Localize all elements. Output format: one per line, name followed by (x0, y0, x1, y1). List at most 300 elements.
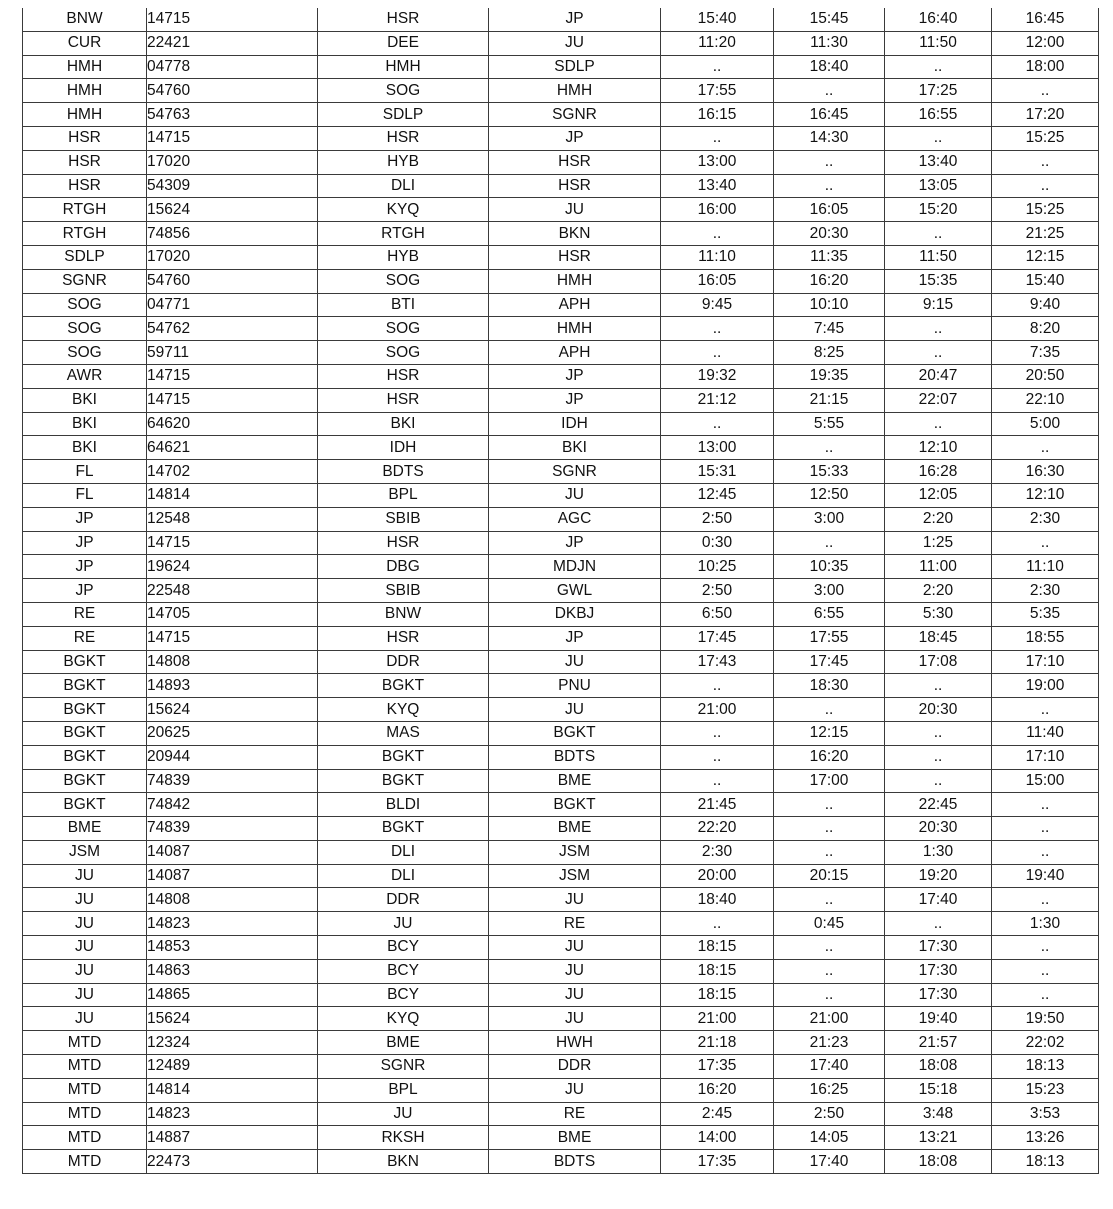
from-station-cell: MAS (318, 721, 489, 745)
return-arrival-time-cell: .. (885, 769, 992, 793)
arrival-time-cell: 15:40 (661, 8, 774, 31)
station-cell: MTD (23, 1031, 147, 1055)
station-cell: JU (23, 983, 147, 1007)
return-arrival-time-cell: 22:45 (885, 793, 992, 817)
return-arrival-time-cell: 13:05 (885, 174, 992, 198)
departure-time-cell: 12:15 (774, 721, 885, 745)
table-row (23, 674, 1099, 698)
station-cell: RE (23, 626, 147, 650)
to-station-cell: JU (489, 483, 661, 507)
return-arrival-time-cell: 15:18 (885, 1078, 992, 1102)
departure-time-cell: 10:10 (774, 293, 885, 317)
return-departure-time-cell: .. (992, 817, 1099, 841)
return-arrival-time-cell: .. (885, 412, 992, 436)
from-station-cell: HMH (318, 55, 489, 79)
table-row (23, 436, 1099, 460)
to-station-cell: JU (489, 650, 661, 674)
to-station-cell: BME (489, 817, 661, 841)
return-arrival-time-cell: 19:20 (885, 864, 992, 888)
station-cell: MTD (23, 1102, 147, 1126)
from-station-cell: DDR (318, 650, 489, 674)
arrival-time-cell: 17:43 (661, 650, 774, 674)
to-station-cell: BKN (489, 222, 661, 246)
table-row (23, 936, 1099, 960)
departure-time-cell: .. (774, 79, 885, 103)
to-station-cell: JU (489, 959, 661, 983)
to-station-cell: MDJN (489, 555, 661, 579)
table-row (23, 1007, 1099, 1031)
departure-time-cell: 20:15 (774, 864, 885, 888)
station-cell: BGKT (23, 769, 147, 793)
arrival-time-cell: 17:35 (661, 1055, 774, 1079)
table-row (23, 959, 1099, 983)
return-departure-time-cell: 7:35 (992, 341, 1099, 365)
train-number-cell: 22473 (147, 1150, 318, 1174)
from-station-cell: RTGH (318, 222, 489, 246)
train-number-cell: 14715 (147, 8, 318, 31)
return-arrival-time-cell: 18:08 (885, 1055, 992, 1079)
to-station-cell: HSR (489, 150, 661, 174)
from-station-cell: BNW (318, 602, 489, 626)
from-station-cell: HYB (318, 150, 489, 174)
table-row (23, 983, 1099, 1007)
return-departure-time-cell: 22:02 (992, 1031, 1099, 1055)
train-number-cell: 14087 (147, 840, 318, 864)
to-station-cell: JU (489, 888, 661, 912)
station-cell: BGKT (23, 745, 147, 769)
return-arrival-time-cell: 2:20 (885, 579, 992, 603)
return-arrival-time-cell: 13:21 (885, 1126, 992, 1150)
table-row (23, 745, 1099, 769)
return-arrival-time-cell: 17:40 (885, 888, 992, 912)
table-row (23, 174, 1099, 198)
train-number-cell: 12489 (147, 1055, 318, 1079)
train-number-cell: 15624 (147, 1007, 318, 1031)
arrival-time-cell: .. (661, 317, 774, 341)
departure-time-cell: 2:50 (774, 1102, 885, 1126)
train-number-cell: 04778 (147, 55, 318, 79)
table-row (23, 507, 1099, 531)
to-station-cell: BME (489, 769, 661, 793)
from-station-cell: BGKT (318, 745, 489, 769)
from-station-cell: HSR (318, 8, 489, 31)
arrival-time-cell: .. (661, 55, 774, 79)
from-station-cell: SBIB (318, 507, 489, 531)
to-station-cell: BKI (489, 436, 661, 460)
to-station-cell: HMH (489, 79, 661, 103)
table-row (23, 483, 1099, 507)
train-number-cell: 19624 (147, 555, 318, 579)
return-departure-time-cell: 8:20 (992, 317, 1099, 341)
train-timetable (22, 8, 1099, 1174)
from-station-cell: DDR (318, 888, 489, 912)
departure-time-cell: .. (774, 888, 885, 912)
train-number-cell: 14853 (147, 936, 318, 960)
from-station-cell: BKI (318, 412, 489, 436)
table-row (23, 602, 1099, 626)
from-station-cell: HSR (318, 126, 489, 150)
arrival-time-cell: 21:45 (661, 793, 774, 817)
arrival-time-cell: .. (661, 412, 774, 436)
from-station-cell: BGKT (318, 817, 489, 841)
from-station-cell: SOG (318, 79, 489, 103)
from-station-cell: HSR (318, 388, 489, 412)
table-row (23, 55, 1099, 79)
return-departure-time-cell: 15:00 (992, 769, 1099, 793)
to-station-cell: JP (489, 364, 661, 388)
station-cell: JU (23, 1007, 147, 1031)
departure-time-cell: 10:35 (774, 555, 885, 579)
return-arrival-time-cell: 17:30 (885, 936, 992, 960)
station-cell: HMH (23, 55, 147, 79)
station-cell: SOG (23, 341, 147, 365)
table-row (23, 79, 1099, 103)
train-number-cell: 15624 (147, 698, 318, 722)
departure-time-cell: 17:45 (774, 650, 885, 674)
departure-time-cell: 21:15 (774, 388, 885, 412)
departure-time-cell: 3:00 (774, 507, 885, 531)
departure-time-cell: 17:40 (774, 1150, 885, 1174)
return-arrival-time-cell: .. (885, 222, 992, 246)
table-row (23, 888, 1099, 912)
return-arrival-time-cell: 11:00 (885, 555, 992, 579)
to-station-cell: DKBJ (489, 602, 661, 626)
return-arrival-time-cell: 20:30 (885, 817, 992, 841)
table-row (23, 198, 1099, 222)
return-departure-time-cell: 11:10 (992, 555, 1099, 579)
station-cell: AWR (23, 364, 147, 388)
station-cell: BKI (23, 436, 147, 460)
table-row (23, 341, 1099, 365)
departure-time-cell: .. (774, 531, 885, 555)
return-departure-time-cell: 12:15 (992, 245, 1099, 269)
from-station-cell: HSR (318, 626, 489, 650)
from-station-cell: SGNR (318, 1055, 489, 1079)
train-number-cell: 20625 (147, 721, 318, 745)
return-arrival-time-cell: 18:45 (885, 626, 992, 650)
table-row (23, 626, 1099, 650)
return-departure-time-cell: .. (992, 79, 1099, 103)
return-arrival-time-cell: 1:25 (885, 531, 992, 555)
table-row (23, 698, 1099, 722)
from-station-cell: BLDI (318, 793, 489, 817)
table-row (23, 1126, 1099, 1150)
return-arrival-time-cell: 12:10 (885, 436, 992, 460)
return-arrival-time-cell: 16:55 (885, 103, 992, 127)
return-arrival-time-cell: 16:40 (885, 8, 992, 31)
station-cell: JU (23, 936, 147, 960)
table-row (23, 579, 1099, 603)
from-station-cell: JU (318, 912, 489, 936)
station-cell: BGKT (23, 793, 147, 817)
to-station-cell: JU (489, 198, 661, 222)
departure-time-cell: .. (774, 840, 885, 864)
arrival-time-cell: 17:45 (661, 626, 774, 650)
departure-time-cell: 6:55 (774, 602, 885, 626)
return-arrival-time-cell: 22:07 (885, 388, 992, 412)
return-arrival-time-cell: 9:15 (885, 293, 992, 317)
to-station-cell: SDLP (489, 55, 661, 79)
station-cell: SOG (23, 293, 147, 317)
to-station-cell: RE (489, 912, 661, 936)
return-arrival-time-cell: 15:20 (885, 198, 992, 222)
table-row (23, 293, 1099, 317)
return-arrival-time-cell: .. (885, 721, 992, 745)
departure-time-cell: 11:35 (774, 245, 885, 269)
return-departure-time-cell: .. (992, 840, 1099, 864)
train-number-cell: 14715 (147, 126, 318, 150)
to-station-cell: HSR (489, 245, 661, 269)
departure-time-cell: 16:25 (774, 1078, 885, 1102)
arrival-time-cell: .. (661, 721, 774, 745)
to-station-cell: HWH (489, 1031, 661, 1055)
to-station-cell: BGKT (489, 793, 661, 817)
station-cell: MTD (23, 1078, 147, 1102)
return-departure-time-cell: 17:10 (992, 745, 1099, 769)
return-departure-time-cell: .. (992, 936, 1099, 960)
departure-time-cell: 12:50 (774, 483, 885, 507)
to-station-cell: APH (489, 341, 661, 365)
train-number-cell: 14823 (147, 912, 318, 936)
departure-time-cell: 17:55 (774, 626, 885, 650)
to-station-cell: JP (489, 626, 661, 650)
return-departure-time-cell: 22:10 (992, 388, 1099, 412)
train-number-cell: 22548 (147, 579, 318, 603)
departure-time-cell: 15:33 (774, 460, 885, 484)
train-number-cell: 14887 (147, 1126, 318, 1150)
table-row (23, 1150, 1099, 1174)
departure-time-cell: 20:30 (774, 222, 885, 246)
from-station-cell: BPL (318, 1078, 489, 1102)
arrival-time-cell: 13:00 (661, 150, 774, 174)
station-cell: BGKT (23, 698, 147, 722)
arrival-time-cell: 18:15 (661, 936, 774, 960)
to-station-cell: APH (489, 293, 661, 317)
table-row (23, 388, 1099, 412)
arrival-time-cell: 16:20 (661, 1078, 774, 1102)
train-number-cell: 14893 (147, 674, 318, 698)
departure-time-cell: 8:25 (774, 341, 885, 365)
table-row (23, 912, 1099, 936)
arrival-time-cell: 18:15 (661, 983, 774, 1007)
departure-time-cell: 16:20 (774, 745, 885, 769)
to-station-cell: JU (489, 31, 661, 55)
arrival-time-cell: 10:25 (661, 555, 774, 579)
return-departure-time-cell: .. (992, 150, 1099, 174)
from-station-cell: HSR (318, 531, 489, 555)
table-row (23, 840, 1099, 864)
train-number-cell: 14865 (147, 983, 318, 1007)
arrival-time-cell: 16:05 (661, 269, 774, 293)
to-station-cell: BME (489, 1126, 661, 1150)
return-departure-time-cell: 2:30 (992, 507, 1099, 531)
from-station-cell: BCY (318, 959, 489, 983)
from-station-cell: BGKT (318, 674, 489, 698)
return-departure-time-cell: 11:40 (992, 721, 1099, 745)
return-arrival-time-cell: 12:05 (885, 483, 992, 507)
station-cell: BKI (23, 412, 147, 436)
return-departure-time-cell: 5:35 (992, 602, 1099, 626)
station-cell: BGKT (23, 674, 147, 698)
departure-time-cell: 17:40 (774, 1055, 885, 1079)
departure-time-cell: .. (774, 436, 885, 460)
table-row (23, 103, 1099, 127)
arrival-time-cell: 2:45 (661, 1102, 774, 1126)
return-departure-time-cell: 18:13 (992, 1150, 1099, 1174)
departure-time-cell: 16:05 (774, 198, 885, 222)
from-station-cell: BPL (318, 483, 489, 507)
return-arrival-time-cell: 11:50 (885, 245, 992, 269)
to-station-cell: JP (489, 126, 661, 150)
to-station-cell: JU (489, 1007, 661, 1031)
station-cell: RTGH (23, 222, 147, 246)
departure-time-cell: 3:00 (774, 579, 885, 603)
station-cell: BGKT (23, 721, 147, 745)
from-station-cell: SOG (318, 269, 489, 293)
departure-time-cell: 7:45 (774, 317, 885, 341)
from-station-cell: SOG (318, 317, 489, 341)
table-row (23, 245, 1099, 269)
train-number-cell: 14808 (147, 888, 318, 912)
train-number-cell: 17020 (147, 150, 318, 174)
return-departure-time-cell: 5:00 (992, 412, 1099, 436)
departure-time-cell: 5:55 (774, 412, 885, 436)
station-cell: HMH (23, 79, 147, 103)
table-row (23, 222, 1099, 246)
from-station-cell: BCY (318, 983, 489, 1007)
departure-time-cell: 11:30 (774, 31, 885, 55)
train-number-cell: 14715 (147, 531, 318, 555)
arrival-time-cell: 11:20 (661, 31, 774, 55)
return-departure-time-cell: .. (992, 531, 1099, 555)
return-departure-time-cell: 17:10 (992, 650, 1099, 674)
train-number-cell: 14702 (147, 460, 318, 484)
from-station-cell: HYB (318, 245, 489, 269)
table-row (23, 650, 1099, 674)
return-arrival-time-cell: 5:30 (885, 602, 992, 626)
station-cell: JP (23, 507, 147, 531)
train-number-cell: 54309 (147, 174, 318, 198)
return-departure-time-cell: 21:25 (992, 222, 1099, 246)
return-arrival-time-cell: .. (885, 55, 992, 79)
return-arrival-time-cell: 11:50 (885, 31, 992, 55)
station-cell: SDLP (23, 245, 147, 269)
return-departure-time-cell: 16:30 (992, 460, 1099, 484)
table-row (23, 1031, 1099, 1055)
station-cell: JU (23, 888, 147, 912)
table-row (23, 31, 1099, 55)
train-number-cell: 14087 (147, 864, 318, 888)
table-row (23, 150, 1099, 174)
to-station-cell: SGNR (489, 103, 661, 127)
return-arrival-time-cell: 3:48 (885, 1102, 992, 1126)
departure-time-cell: 19:35 (774, 364, 885, 388)
arrival-time-cell: 20:00 (661, 864, 774, 888)
return-departure-time-cell: 16:45 (992, 8, 1099, 31)
arrival-time-cell: 0:30 (661, 531, 774, 555)
return-departure-time-cell: 19:40 (992, 864, 1099, 888)
station-cell: MTD (23, 1150, 147, 1174)
to-station-cell: RE (489, 1102, 661, 1126)
arrival-time-cell: 2:50 (661, 579, 774, 603)
return-departure-time-cell: 18:55 (992, 626, 1099, 650)
station-cell: BME (23, 817, 147, 841)
return-departure-time-cell: 15:23 (992, 1078, 1099, 1102)
return-arrival-time-cell: 17:25 (885, 79, 992, 103)
train-number-cell: 74856 (147, 222, 318, 246)
return-departure-time-cell: .. (992, 436, 1099, 460)
train-number-cell: 14715 (147, 388, 318, 412)
table-row (23, 864, 1099, 888)
table-row (23, 1102, 1099, 1126)
return-departure-time-cell: 3:53 (992, 1102, 1099, 1126)
arrival-time-cell: 14:00 (661, 1126, 774, 1150)
table-row (23, 721, 1099, 745)
train-number-cell: 17020 (147, 245, 318, 269)
arrival-time-cell: 13:40 (661, 174, 774, 198)
station-cell: HMH (23, 103, 147, 127)
train-number-cell: 12324 (147, 1031, 318, 1055)
train-number-cell: 54763 (147, 103, 318, 127)
return-departure-time-cell: 17:20 (992, 103, 1099, 127)
train-number-cell: 14715 (147, 364, 318, 388)
departure-time-cell: 16:20 (774, 269, 885, 293)
arrival-time-cell: 18:15 (661, 959, 774, 983)
to-station-cell: AGC (489, 507, 661, 531)
arrival-time-cell: 21:00 (661, 1007, 774, 1031)
station-cell: CUR (23, 31, 147, 55)
arrival-time-cell: 16:15 (661, 103, 774, 127)
return-departure-time-cell: .. (992, 888, 1099, 912)
return-departure-time-cell: .. (992, 959, 1099, 983)
to-station-cell: HSR (489, 174, 661, 198)
station-cell: HSR (23, 150, 147, 174)
return-arrival-time-cell: 13:40 (885, 150, 992, 174)
station-cell: JU (23, 912, 147, 936)
to-station-cell: JU (489, 936, 661, 960)
station-cell: RE (23, 602, 147, 626)
departure-time-cell: 17:00 (774, 769, 885, 793)
return-arrival-time-cell: 17:08 (885, 650, 992, 674)
departure-time-cell: .. (774, 698, 885, 722)
station-cell: JP (23, 555, 147, 579)
from-station-cell: KYQ (318, 198, 489, 222)
arrival-time-cell: 21:12 (661, 388, 774, 412)
return-departure-time-cell: 18:13 (992, 1055, 1099, 1079)
to-station-cell: JSM (489, 840, 661, 864)
table-row (23, 555, 1099, 579)
return-departure-time-cell: .. (992, 983, 1099, 1007)
to-station-cell: JP (489, 8, 661, 31)
departure-time-cell: .. (774, 983, 885, 1007)
to-station-cell: JSM (489, 864, 661, 888)
train-number-cell: 22421 (147, 31, 318, 55)
train-number-cell: 14814 (147, 1078, 318, 1102)
to-station-cell: JU (489, 1078, 661, 1102)
station-cell: FL (23, 483, 147, 507)
arrival-time-cell: .. (661, 222, 774, 246)
train-number-cell: 20944 (147, 745, 318, 769)
from-station-cell: DLI (318, 174, 489, 198)
arrival-time-cell: 19:32 (661, 364, 774, 388)
to-station-cell: HMH (489, 269, 661, 293)
train-number-cell: 14705 (147, 602, 318, 626)
train-number-cell: 14715 (147, 626, 318, 650)
to-station-cell: BGKT (489, 721, 661, 745)
train-number-cell: 74839 (147, 817, 318, 841)
table-row (23, 126, 1099, 150)
arrival-time-cell: .. (661, 745, 774, 769)
